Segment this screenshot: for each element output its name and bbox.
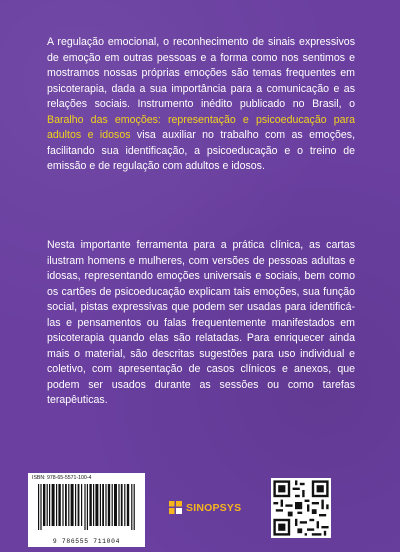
sinopsys-logo-icon bbox=[169, 501, 182, 514]
description-paragraph-2: Nesta importante ferramenta para a prática clínica, as cartas ilustram homens e mulheres, com versões de pessoas adultas e idosas, representando emoções universais e sociais, bem como os cartões de psicoeducação explicam tais emoções, sua função social, pistas expressivas que podem ser usadas para identificá-las e pensamentos ou falas frequentemente manifestados em psicoterapia quando elas são relatadas. Para enriquecer ainda mais o material, são descritas sugestões para uso individual e coletivo, com apresentação de casos clínicos e anexos, que podem ser usados durante as sessões ou como tarefas terapêuticas. bbox=[47, 239, 355, 406]
paragraph-1-intro: A regulação emocional, o reconhecimento de sinais expressivos de emoção em outras pessoas e a forma como nos sentimos e mostramos nossas próprias emoções são temas frequentes em psicoterapia, dada a sua importância para a comunicação e as relações sociais. Instrumento inédito publicado no Brasil, o bbox=[47, 36, 355, 110]
barcode bbox=[28, 473, 145, 547]
isbn-label: ISBN: 978-65-5571-100-4 bbox=[32, 475, 92, 481]
description-paragraph-1 bbox=[47, 35, 355, 175]
barcode-bars bbox=[38, 484, 135, 530]
qr-code bbox=[271, 478, 331, 538]
publisher-name: SINOPSYS bbox=[186, 501, 242, 514]
paragraph-1-outro: visa auxiliar no trabalho com as emoções, facilitando sua identificação, a psicoeducação e o treino de emissão e de regulação com adultos e idosos. bbox=[47, 129, 356, 172]
publisher-logo bbox=[169, 501, 241, 514]
barcode-digits: 9 786555 711004 bbox=[52, 538, 121, 545]
qr-code-icon bbox=[271, 478, 331, 538]
book-title-highlight: Baralho das emoções: representação e psicoeducação para adultos e idosos bbox=[47, 113, 355, 141]
